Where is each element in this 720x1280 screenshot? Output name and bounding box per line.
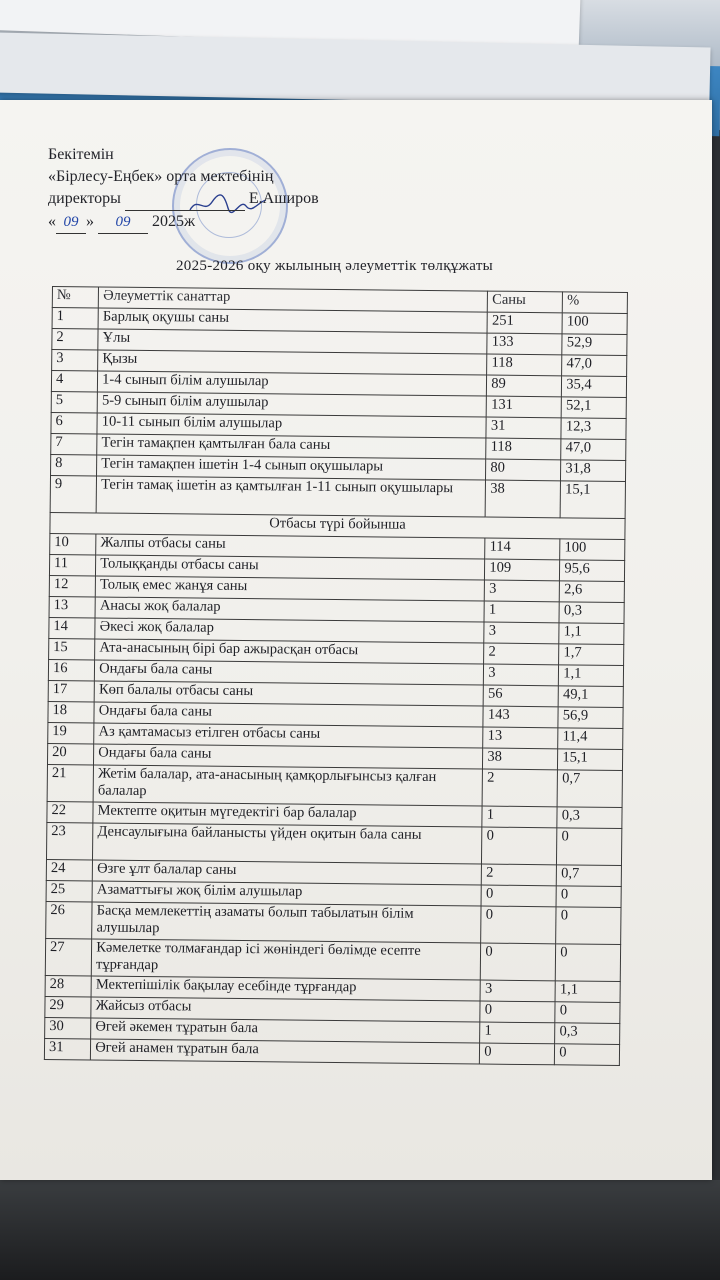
row-category: 5-9 сынып білім алушылар xyxy=(97,392,486,417)
row-category: Азаматтығы жоқ білім алушылар xyxy=(92,881,481,906)
row-percent: 1,1 xyxy=(559,623,624,645)
row-percent: 0 xyxy=(556,944,621,982)
signature-line xyxy=(125,188,245,211)
row-number: 22 xyxy=(47,801,93,822)
row-count: 131 xyxy=(486,396,561,418)
row-count: 3 xyxy=(485,580,560,602)
row-percent: 0 xyxy=(556,907,621,945)
row-percent: 15,1 xyxy=(558,749,623,771)
row-number: 6 xyxy=(51,412,97,433)
row-number: 2 xyxy=(52,329,98,350)
date-year: 2025ж xyxy=(152,213,196,230)
row-number: 14 xyxy=(49,617,95,638)
row-percent: 47,0 xyxy=(561,439,626,461)
row-number: 4 xyxy=(51,371,97,392)
row-percent: 100 xyxy=(560,539,625,561)
row-category: Көп балалы отбасы саны xyxy=(94,681,483,706)
row-number: 8 xyxy=(51,454,97,475)
row-category: Жайсыз отбасы xyxy=(91,997,480,1022)
row-count: 133 xyxy=(487,333,562,355)
row-category: Ата-анасының бірі бар ажырасқан отбасы xyxy=(95,639,484,664)
row-count: 0 xyxy=(482,827,557,865)
row-category: Толыққанды отбасы саны xyxy=(96,555,485,580)
row-count: 3 xyxy=(480,980,555,1002)
row-number: 11 xyxy=(49,554,95,575)
row-category: Жетім балалар, ата-анасының қамқорлығынсыз қалған балалар xyxy=(93,765,483,806)
row-percent: 95,6 xyxy=(560,560,625,582)
header-percent: % xyxy=(563,292,628,314)
row-percent: 56,9 xyxy=(558,707,623,729)
row-percent: 0,3 xyxy=(559,602,624,624)
row-category: Ондағы бала саны xyxy=(94,744,483,769)
row-category: Өгей анамен тұратын бала xyxy=(91,1039,480,1064)
row-category: Ондағы бала саны xyxy=(94,702,483,727)
row-count: 80 xyxy=(486,459,561,481)
row-number: 26 xyxy=(46,901,93,938)
date-month: 09 xyxy=(98,211,148,234)
social-passport-table xyxy=(44,286,628,1066)
row-category: Мектепте оқитын мүгедектігі бар балалар xyxy=(93,802,482,827)
row-count: 38 xyxy=(483,748,558,770)
row-percent: 12,3 xyxy=(561,418,626,440)
row-number: 3 xyxy=(52,350,98,371)
row-count: 0 xyxy=(480,1001,555,1023)
row-percent: 0 xyxy=(557,828,622,866)
row-number: 7 xyxy=(51,433,97,454)
row-category: Өгей әкемен тұратын бала xyxy=(91,1018,480,1043)
row-category: Мектепішілік бақылау есебінде тұрғандар xyxy=(91,976,480,1001)
approval-line-2: «Бірлесу-Еңбек» орта мектебінің xyxy=(48,168,274,185)
row-count: 3 xyxy=(484,664,559,686)
approval-line-3 xyxy=(48,188,319,211)
row-number: 18 xyxy=(48,701,94,722)
row-count: 1 xyxy=(484,601,559,623)
row-percent: 49,1 xyxy=(558,686,623,708)
row-category: Әкесі жоқ балалар xyxy=(95,618,484,643)
row-count: 0 xyxy=(480,1043,555,1065)
row-count: 0 xyxy=(481,885,556,907)
row-percent: 11,4 xyxy=(558,728,623,750)
table-row xyxy=(45,938,620,981)
row-count: 143 xyxy=(483,706,558,728)
row-number: 21 xyxy=(47,764,94,801)
row-percent: 0,7 xyxy=(557,770,622,808)
row-percent: 35,4 xyxy=(562,376,627,398)
row-category: Ұлы xyxy=(98,329,487,354)
row-category: Жалпы отбасы саны xyxy=(96,534,485,559)
row-number: 27 xyxy=(45,938,92,975)
row-percent: 1,1 xyxy=(559,665,624,687)
row-number: 28 xyxy=(45,975,91,996)
document-title: 2025-2026 оқу жылының әлеуметтік төлқұжаты xyxy=(176,258,494,274)
row-percent: 100 xyxy=(562,313,627,335)
row-count: 1 xyxy=(480,1022,555,1044)
row-number: 1 xyxy=(52,308,98,329)
row-number: 5 xyxy=(51,391,97,412)
row-count: 89 xyxy=(487,375,562,397)
row-category: Толық емес жанұя саны xyxy=(95,576,484,601)
approval-block xyxy=(48,144,319,234)
row-category: Тегін тамақ ішетін аз қамтылған 1-11 сынып оқушылары xyxy=(96,476,486,517)
row-category: Анасы жоқ балалар xyxy=(95,597,484,622)
row-percent: 15,1 xyxy=(560,481,625,519)
row-count: 2 xyxy=(482,769,557,807)
date-day: 09 xyxy=(56,211,86,234)
header-no: № xyxy=(52,287,98,308)
row-category: Өзге ұлт балалар саны xyxy=(92,860,481,885)
table-row xyxy=(47,764,622,807)
row-count: 251 xyxy=(487,312,562,334)
row-count: 118 xyxy=(486,438,561,460)
row-category: Барлық оқушы саны xyxy=(98,308,487,333)
row-number: 20 xyxy=(47,743,93,764)
table-row xyxy=(46,901,621,944)
row-count: 114 xyxy=(485,538,560,560)
row-percent: 0,3 xyxy=(557,807,622,829)
row-percent: 1,7 xyxy=(559,644,624,666)
row-count: 0 xyxy=(481,943,556,981)
row-number: 12 xyxy=(49,575,95,596)
header-count: Саны xyxy=(488,291,563,313)
row-category: Тегін тамақпен ішетін 1-4 сынып оқушылары xyxy=(97,455,486,480)
row-percent: 31,8 xyxy=(561,460,626,482)
row-percent: 52,9 xyxy=(562,334,627,356)
row-number: 30 xyxy=(45,1017,91,1038)
row-number: 9 xyxy=(50,475,97,512)
row-count: 109 xyxy=(485,559,560,581)
row-count: 1 xyxy=(482,806,557,828)
row-count: 118 xyxy=(487,354,562,376)
row-count: 38 xyxy=(485,480,560,518)
row-percent: 52,1 xyxy=(561,397,626,419)
row-category: Басқа мемлекеттің азаматы болып табылатын білім алушылар xyxy=(92,902,482,943)
row-percent: 0 xyxy=(556,886,621,908)
row-number: 16 xyxy=(48,659,94,680)
row-number: 10 xyxy=(50,533,96,554)
row-count: 0 xyxy=(481,906,556,944)
director-label: директоры xyxy=(48,190,121,207)
row-percent: 0 xyxy=(555,1044,620,1066)
director-name: Е.Аширов xyxy=(248,190,319,207)
row-number: 17 xyxy=(48,680,94,701)
row-count: 2 xyxy=(482,864,557,886)
row-percent: 0,3 xyxy=(555,1023,620,1045)
row-category: 1-4 сынып білім алушылар xyxy=(98,371,487,396)
section-title: Отбасы түрі бойынша xyxy=(50,512,625,539)
row-number: 25 xyxy=(46,880,92,901)
row-number: 19 xyxy=(48,722,94,743)
approval-date: « 09 » 09 2025ж xyxy=(48,211,319,234)
row-category: Кәмелетке толмағандар ісі жөніндегі бөлімде есепте тұрғандар xyxy=(91,939,481,980)
row-number: 29 xyxy=(45,996,91,1017)
row-percent: 1,1 xyxy=(555,981,620,1003)
row-category: Ондағы бала саны xyxy=(95,660,484,685)
row-percent: 0 xyxy=(555,1002,620,1024)
table-row xyxy=(46,822,621,865)
background-bottom xyxy=(0,1180,720,1280)
row-category: 10-11 сынып білім алушылар xyxy=(97,413,486,438)
header-category: Әлеуметтік санаттар xyxy=(98,287,487,312)
row-number: 13 xyxy=(49,596,95,617)
row-count: 13 xyxy=(483,727,558,749)
row-count: 56 xyxy=(483,685,558,707)
row-category: Денсаулығына байланысты үйден оқитын бала саны xyxy=(93,823,483,864)
row-category: Тегін тамақпен қамтылған бала саны xyxy=(97,434,486,459)
row-count: 2 xyxy=(484,643,559,665)
row-category: Қызы xyxy=(98,350,487,375)
row-percent: 2,6 xyxy=(560,581,625,603)
row-number: 15 xyxy=(49,638,95,659)
row-number: 23 xyxy=(46,822,93,859)
approval-line-1: Бекітемін xyxy=(48,146,114,163)
row-percent: 47,0 xyxy=(562,355,627,377)
row-category: Аз қамтамасыз етілген отбасы саны xyxy=(94,723,483,748)
row-number: 31 xyxy=(44,1038,90,1059)
row-count: 31 xyxy=(486,417,561,439)
table-row xyxy=(50,475,625,518)
row-number: 24 xyxy=(46,859,92,880)
row-count: 3 xyxy=(484,622,559,644)
document-page xyxy=(0,100,712,1180)
row-percent: 0,7 xyxy=(557,865,622,887)
